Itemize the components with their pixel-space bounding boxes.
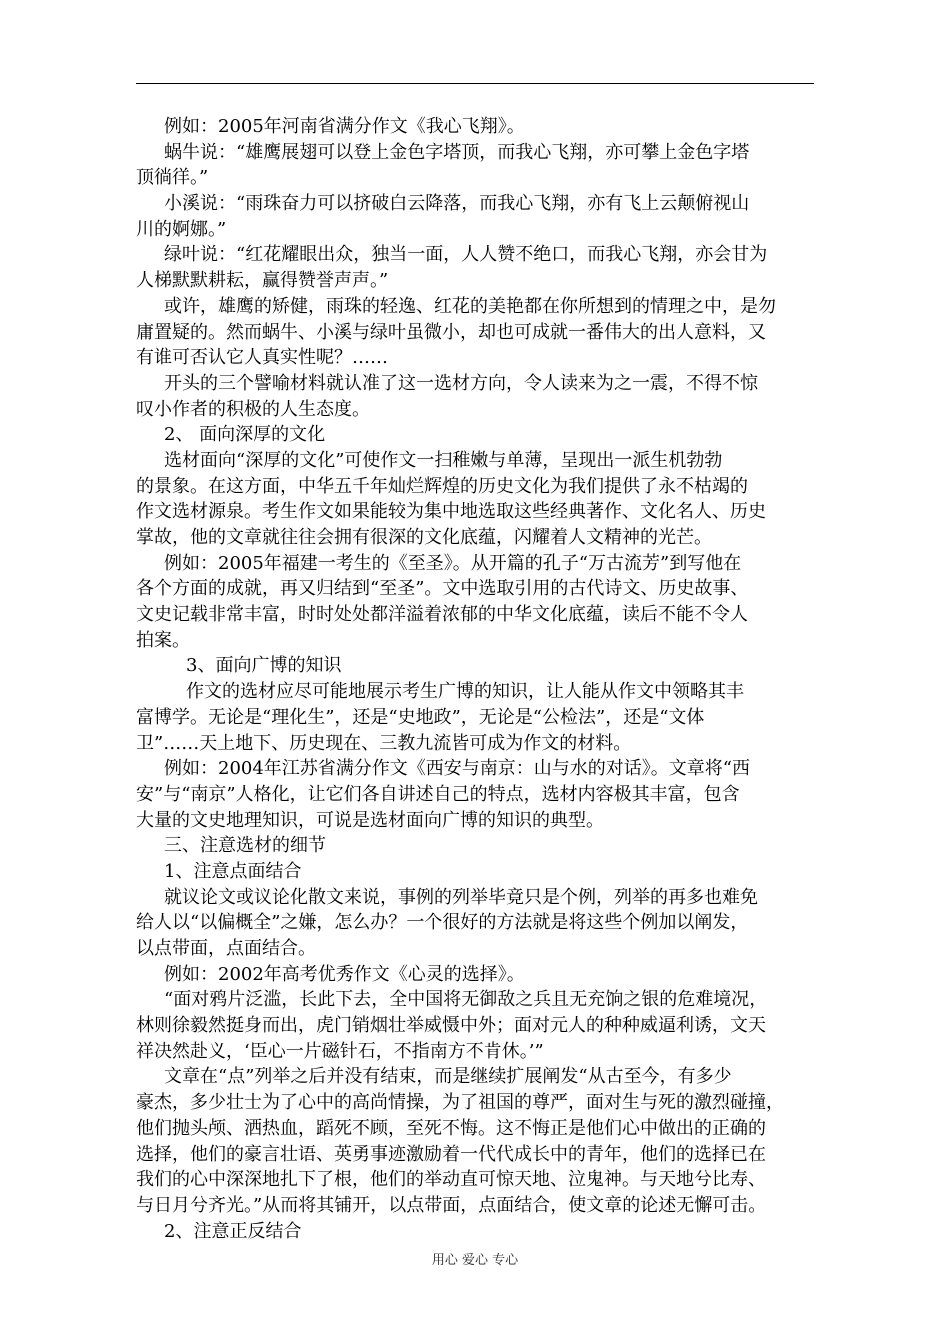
text-line: 例如：2002年高考优秀作文《心灵的选择》。	[164, 963, 525, 985]
text-line: 安”与“南京”人格化，让它们各自讲述自己的特点，选材内容极其丰富，包含	[136, 783, 740, 805]
text-line: 作文的选材应尽可能地展示考生广博的知识，让人能从作文中领略其丰	[186, 681, 744, 703]
text-line: 例如：2005年福建一考生的《至圣》。从开篇的孔子“万古流芳”到写他在	[164, 552, 742, 574]
text-line: “面对鸦片泛滥，长此下去，全中国将无御敌之兵且无充饷之银的危难境况，	[164, 989, 768, 1011]
text-line: 拍案。	[136, 629, 190, 651]
text-line: 选择，他们的豪言壮语、英勇事迹激励着一代代成长中的青年，他们的选择已在	[136, 1143, 766, 1165]
text-line: 作文选材源泉。考生作文如果能较为集中地选取这些经典著作、文化名人、历史	[136, 501, 766, 523]
text-line: 的景象。在这方面，中华五千年灿烂辉煌的历史文化为我们提供了永不枯竭的	[136, 475, 748, 497]
section-heading: 2、注意正反结合	[164, 1220, 302, 1242]
text-line: 开头的三个譬喻材料就认准了这一选材方向，令人读来为之一震，不得不惊	[164, 372, 758, 394]
text-line: 人梯默默耕耘，赢得赞誉声声。”	[136, 270, 389, 292]
section-heading: 3、面向广博的知识	[186, 655, 342, 677]
text-line: 小溪说：“雨珠奋力可以挤破白云降落，而我心飞翔，亦有飞上云颠俯视山	[164, 193, 750, 215]
text-line: 豪杰，多少壮士为了心中的高尚情操，为了祖国的尊严，面对生与死的激烈碰撞，	[136, 1092, 784, 1114]
text-line: 就议论文或议论化散文来说，事例的列举毕竟只是个例，列举的再多也难免	[164, 886, 758, 908]
text-line: 他们抛头颅、洒热血，蹈死不顾，至死不悔。这不悔正是他们心中做出的正确的	[136, 1117, 766, 1139]
text-line: 大量的文史地理知识，可说是选材面向广博的知识的典型。	[136, 809, 604, 831]
text-line: 文章在“点”列举之后并没有结束，而是继续扩展阐发“从古至今，有多少	[164, 1066, 732, 1088]
text-line: 有谁可否认它人真实性呢？……	[136, 347, 388, 369]
section-heading: 1、注意点面结合	[164, 860, 302, 882]
text-line: 顶徜徉。”	[136, 167, 209, 189]
page-footer: 用心 爱心 专心	[431, 1253, 519, 1268]
text-line: 选材面向“深厚的文化”可使作文一扫稚嫩与单薄，呈现出一派生机勃勃	[164, 449, 723, 471]
text-line: 祥决然赴义，‘臣心一片磁针石，不指南方不肯休。’”	[136, 1040, 544, 1062]
text-line: 蜗牛说：“雄鹰展翅可以登上金色字塔顶，而我心飞翔，亦可攀上金色字塔	[164, 141, 750, 163]
header-rule	[136, 83, 814, 84]
text-line: 各个方面的成就，再又归结到“至圣”。文中选取引用的古代诗文、历史故事、	[136, 578, 749, 600]
text-line: 川的婀娜。”	[136, 218, 227, 240]
text-line: 文史记载非常丰富，时时处处都洋溢着浓郁的中华文化底蕴，读后不能不令人	[136, 604, 748, 626]
section-heading: 2、 面向深厚的文化	[164, 424, 326, 446]
text-line: 掌故，他的文章就往往会拥有很深的文化底蕴，闪耀着人文精神的光芒。	[136, 527, 712, 548]
text-line: 卫”……天上地下、历史现在、三教九流皆可成为作文的材料。	[136, 732, 632, 754]
text-line: 富博学。无论是“理化生”，还是“史地政”，无论是“公检法”，还是“文体	[136, 706, 705, 728]
text-line: 绿叶说：“红花耀眼出众，独当一面，人人赞不绝口，而我心飞翔，亦会甘为	[164, 244, 768, 266]
text-line: 庸置疑的。然而蜗牛、小溪与绿叶虽微小，却也可成就一番伟大的出人意料，又	[136, 321, 766, 343]
text-line: 或许，雄鹰的矫健，雨珠的轻逸、红花的美艳都在你所想到的情理之中，是勿	[164, 295, 776, 317]
document-body	[136, 114, 814, 1244]
text-line: 例如：2004年江苏省满分作文《西安与南京：山与水的对话》。文章将“西	[164, 758, 751, 780]
text-line: 我们的心中深深地扎下了根，他们的举动直可惊天地、泣鬼神。与天地兮比寿、	[136, 1169, 766, 1191]
text-line: 以点带面，点面结合。	[136, 938, 316, 959]
text-line: 与日月兮齐光。”从而将其铺开，以点带面，点面结合，使文章的论述无懈可击。	[136, 1194, 767, 1216]
text-line: 叹小作者的积极的人生态度。	[136, 398, 370, 420]
text-line: 例如：2005年河南省满分作文《我心飞翔》。	[164, 116, 525, 137]
text-line: 林则徐毅然挺身而出，虎门销烟壮举威慑中外；面对元人的种种威逼利诱，文天	[136, 1015, 766, 1037]
text-line: 给人以“以偏概全”之嫌，怎么办？一个很好的方法就是将这些个例加以阐发，	[136, 912, 749, 934]
section-heading: 三、注意选材的细节	[164, 835, 326, 857]
